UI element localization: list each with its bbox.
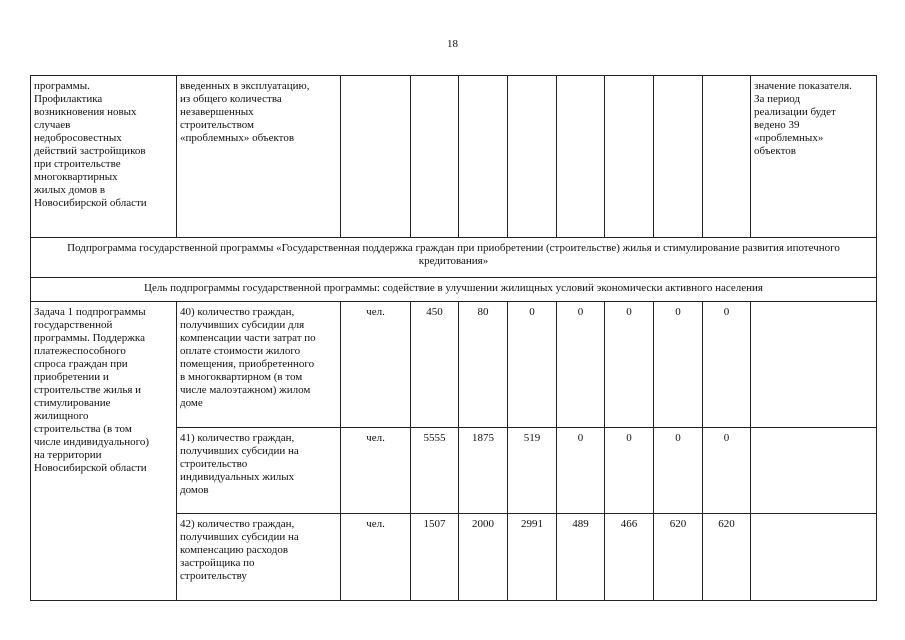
note-cell: [751, 302, 877, 428]
indicator-value: 0: [654, 428, 703, 514]
indicator-unit: чел.: [341, 514, 411, 601]
subprogram-title: Подпрограмма государственной программы «Государственная поддержка граждан при приобретении (строительстве) жилья и стимулирование развития ипотечного кредитования»: [31, 238, 877, 278]
indicator-unit: чел.: [341, 428, 411, 514]
empty-cell: [341, 76, 411, 238]
table-row: [31, 302, 877, 428]
note-cell: [751, 428, 877, 514]
task-cell-continued: программы. Профилактика возникновения новых случаев недобросовестных действий застройщиков при строительстве многоквартирных жилых домов в Новосибирской области: [31, 76, 177, 238]
note-cell-continued: значение показателя. За период реализации будет ведено 39 «проблемных» объектов: [751, 76, 877, 238]
indicator-value: 620: [654, 514, 703, 601]
subprogram-goal: Цель подпрограммы государственной программы: содействие в улучшении жилищных условий экономически активного населения: [31, 278, 877, 302]
goal-row: [31, 278, 877, 302]
empty-cell: [508, 76, 557, 238]
indicator-value: 80: [459, 302, 508, 428]
indicator-name: 40) количество граждан, получивших субсидии для компенсации части затрат по оплате стоимости жилого помещения, приобретенного в многоквартирном (в том числе малоэтажном) жилом доме: [177, 302, 341, 428]
indicator-value: 5555: [411, 428, 459, 514]
continuation-row: [31, 76, 877, 238]
empty-cell: [411, 76, 459, 238]
empty-cell: [654, 76, 703, 238]
indicator-name: 42) количество граждан, получивших субсидии на компенсацию расходов застройщика по строительству: [177, 514, 341, 601]
indicator-value: 0: [654, 302, 703, 428]
subprogram-row: [31, 238, 877, 278]
indicator-value: 489: [557, 514, 605, 601]
indicator-value: 0: [557, 302, 605, 428]
indicator-value: 0: [703, 302, 751, 428]
empty-cell: [605, 76, 654, 238]
indicator-unit: чел.: [341, 302, 411, 428]
indicator-value: 1875: [459, 428, 508, 514]
empty-cell: [703, 76, 751, 238]
indicator-value: 0: [557, 428, 605, 514]
indicator-value: 450: [411, 302, 459, 428]
indicator-value: 0: [605, 428, 654, 514]
indicator-value: 620: [703, 514, 751, 601]
indicator-value: 466: [605, 514, 654, 601]
indicator-cell-continued: введенных в эксплуатацию, из общего количества незавершенных строительством «проблемных» объектов: [177, 76, 341, 238]
empty-cell: [557, 76, 605, 238]
indicators-table: [30, 75, 877, 601]
indicator-value: 0: [605, 302, 654, 428]
indicator-value: 2991: [508, 514, 557, 601]
task-cell: Задача 1 подпрограммы государственной программы. Поддержка платежеспособного спроса граждан при приобретении и строительстве жилья и стимулирование жилищного строительства (в том числе индивидуального) на территории Новосибирской области: [31, 302, 177, 601]
empty-cell: [459, 76, 508, 238]
indicator-name: 41) количество граждан, получивших субсидии на строительство индивидуальных жилых домов: [177, 428, 341, 514]
indicator-value: 0: [703, 428, 751, 514]
note-cell: [751, 514, 877, 601]
indicator-value: 1507: [411, 514, 459, 601]
page-number: 18: [447, 38, 458, 50]
indicator-value: 0: [508, 302, 557, 428]
indicator-value: 2000: [459, 514, 508, 601]
indicator-value: 519: [508, 428, 557, 514]
